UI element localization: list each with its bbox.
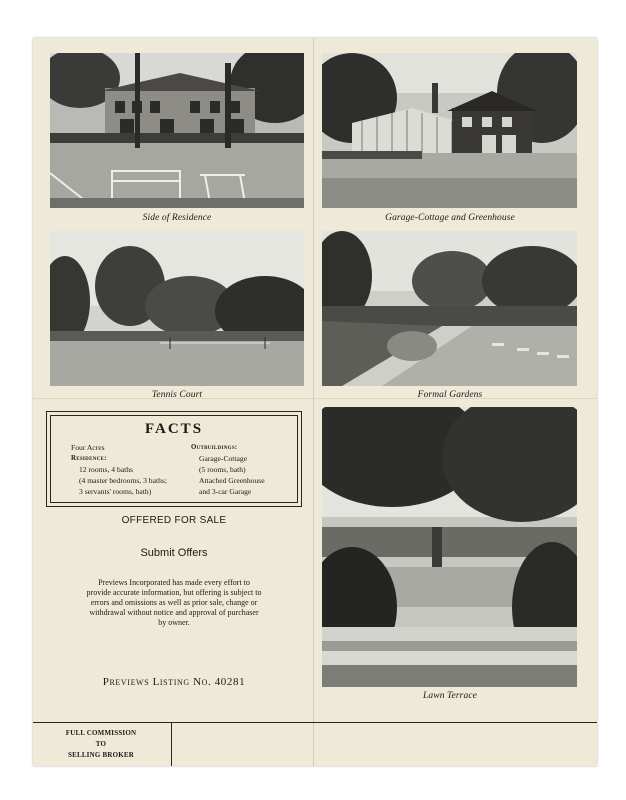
facts-residence-line: (4 master bedrooms, 3 baths;: [79, 476, 167, 485]
commission-line-text: FULL COMMISSION: [65, 729, 137, 737]
facts-left-column: [71, 442, 167, 497]
offered-for-sale-heading: OFFERED FOR SALE: [121, 515, 227, 526]
caption-tennis-court: Tennis Court: [151, 390, 203, 400]
caption-formal-gardens: Formal Gardens: [417, 390, 483, 400]
commission-vertical-divider: [171, 722, 172, 766]
facts-right-column: [191, 442, 265, 497]
commission-label: [46, 728, 156, 761]
caption-side-of-residence: Side of Residence: [142, 213, 212, 223]
commission-line-text: TO: [95, 740, 107, 748]
facts-title: FACTS: [144, 421, 204, 437]
facts-acreage: Four Acres: [71, 443, 105, 452]
commission-divider-line: [33, 722, 597, 723]
facts-residence-heading: Residence:: [71, 455, 107, 462]
commission-line-text: SELLING BROKER: [67, 751, 134, 759]
vertical-fold-line: [313, 38, 314, 766]
photo-side-of-residence: [50, 53, 304, 208]
disclaimer-text: Previews Incorporated has made every effort to provide accurate information, but offering is subject to errors and omissions as well as prior sale, change or withdrawal without notice and approval of purchaser by owner.: [86, 578, 262, 627]
facts-box: [46, 411, 302, 507]
caption-garage-cottage-greenhouse: Garage-Cottage and Greenhouse: [385, 213, 515, 223]
facts-outbuildings-line: Garage-Cottage: [199, 454, 248, 463]
submit-offers-heading: Submit Offers: [140, 547, 208, 559]
facts-outbuildings-line: and 3-car Garage: [199, 487, 252, 496]
photo-formal-gardens: [322, 231, 577, 386]
facts-outbuildings-line: (5 rooms, bath): [199, 465, 246, 474]
photo-lawn-terrace: [322, 407, 577, 687]
facts-outbuildings-line: Attached Greenhouse: [199, 476, 265, 485]
listing-number: Previews Listing No. 40281: [102, 676, 246, 688]
facts-residence-line: 12 rooms, 4 baths: [79, 465, 133, 474]
facts-outbuildings-heading: Outbuildings:: [191, 444, 238, 451]
caption-lawn-terrace: Lawn Terrace: [423, 691, 477, 701]
photo-garage-cottage-greenhouse: [322, 53, 577, 208]
photo-tennis-court: [50, 231, 304, 386]
facts-residence-line: 3 servants' rooms, bath): [79, 487, 152, 496]
